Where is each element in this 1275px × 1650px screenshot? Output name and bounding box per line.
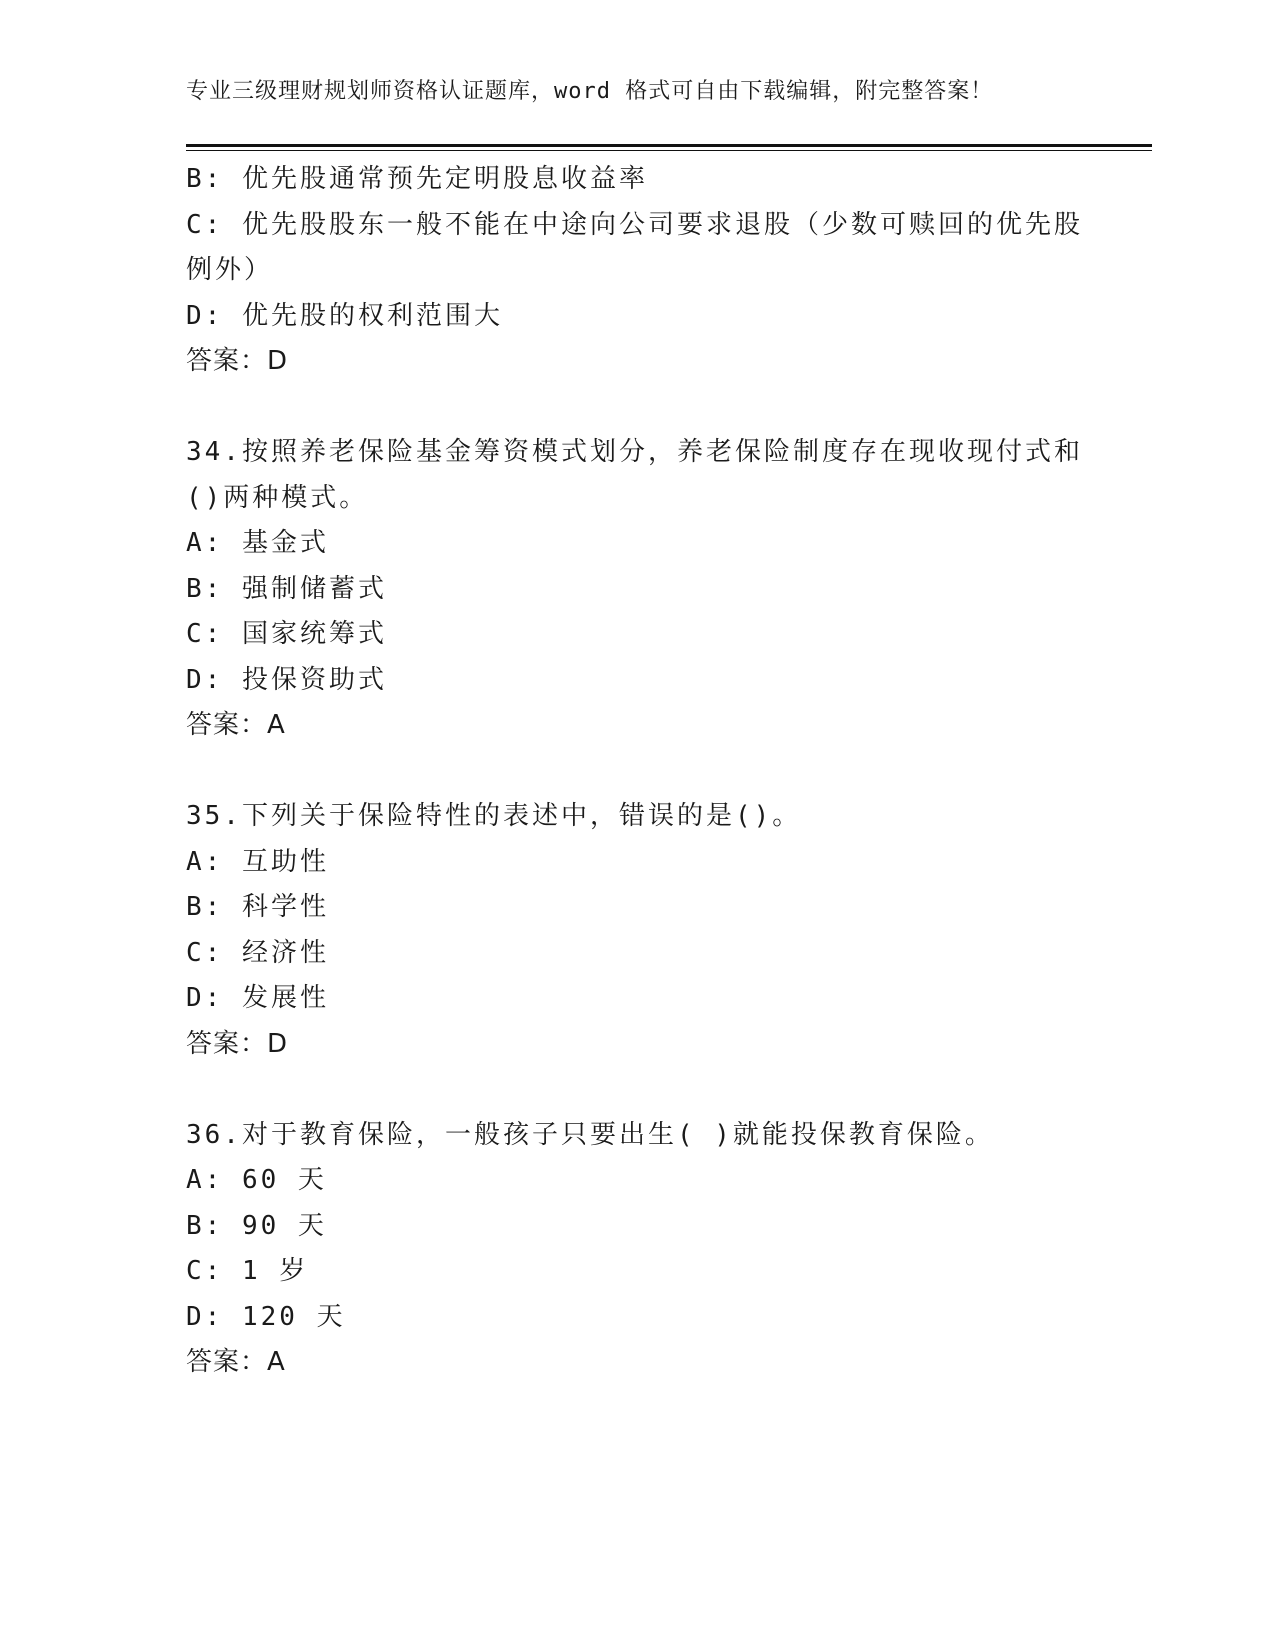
spacer (186, 749, 1086, 795)
option-d: D: 投保资助式 (186, 664, 387, 695)
answer: 答案：A (186, 1347, 286, 1377)
question-stem: 36.对于教育保险，一般孩子只要出生( )就能投保教育保险。 (186, 1119, 994, 1150)
question-fragment (186, 157, 1086, 385)
option-c: C: 1 岁 (186, 1256, 309, 1286)
option-d: D: 优先股的权利范围大 (186, 300, 503, 331)
spacer (186, 385, 1086, 431)
question-35 (186, 794, 1086, 1067)
option-a: A: 基金式 (186, 528, 329, 558)
option-c-continued: 例外） (186, 255, 274, 285)
option-b: B: 强制储蓄式 (186, 573, 387, 604)
option-b: B: 90 天 (186, 1210, 327, 1241)
option-c: C: 经济性 (186, 937, 329, 968)
option-b: B: 优先股通常预先定明股息收益率 (186, 164, 648, 194)
question-stem: 34.按照养老保险基金筹资模式划分，养老保险制度存在现收现付式和 (186, 437, 1083, 467)
question-34 (186, 430, 1086, 749)
document-body (186, 157, 1086, 1386)
page-header: 专业三级理财规划师资格认证题库，word 格式可自由下载编辑，附完整答案！ (186, 79, 994, 104)
option-c: C: 国家统筹式 (186, 619, 387, 649)
option-d: D: 发展性 (186, 983, 329, 1013)
header-rule-thin (186, 150, 1152, 151)
spacer (186, 1067, 1086, 1113)
question-stem: 35.下列关于保险特性的表述中，错误的是()。 (186, 801, 802, 831)
answer: 答案：D (186, 346, 289, 376)
option-b: B: 科学性 (186, 892, 329, 922)
option-c: C: 优先股股东一般不能在中途向公司要求退股（少数可赎回的优先股 (186, 209, 1083, 240)
answer: 答案：A (186, 710, 286, 740)
option-d: D: 120 天 (186, 1301, 346, 1332)
option-a: A: 互助性 (186, 846, 329, 877)
option-a: A: 60 天 (186, 1165, 327, 1195)
header-rule-thick (186, 144, 1152, 147)
answer: 答案：D (186, 1028, 289, 1059)
question-36 (186, 1113, 1086, 1386)
question-stem-continued: ()两种模式。 (186, 482, 369, 513)
